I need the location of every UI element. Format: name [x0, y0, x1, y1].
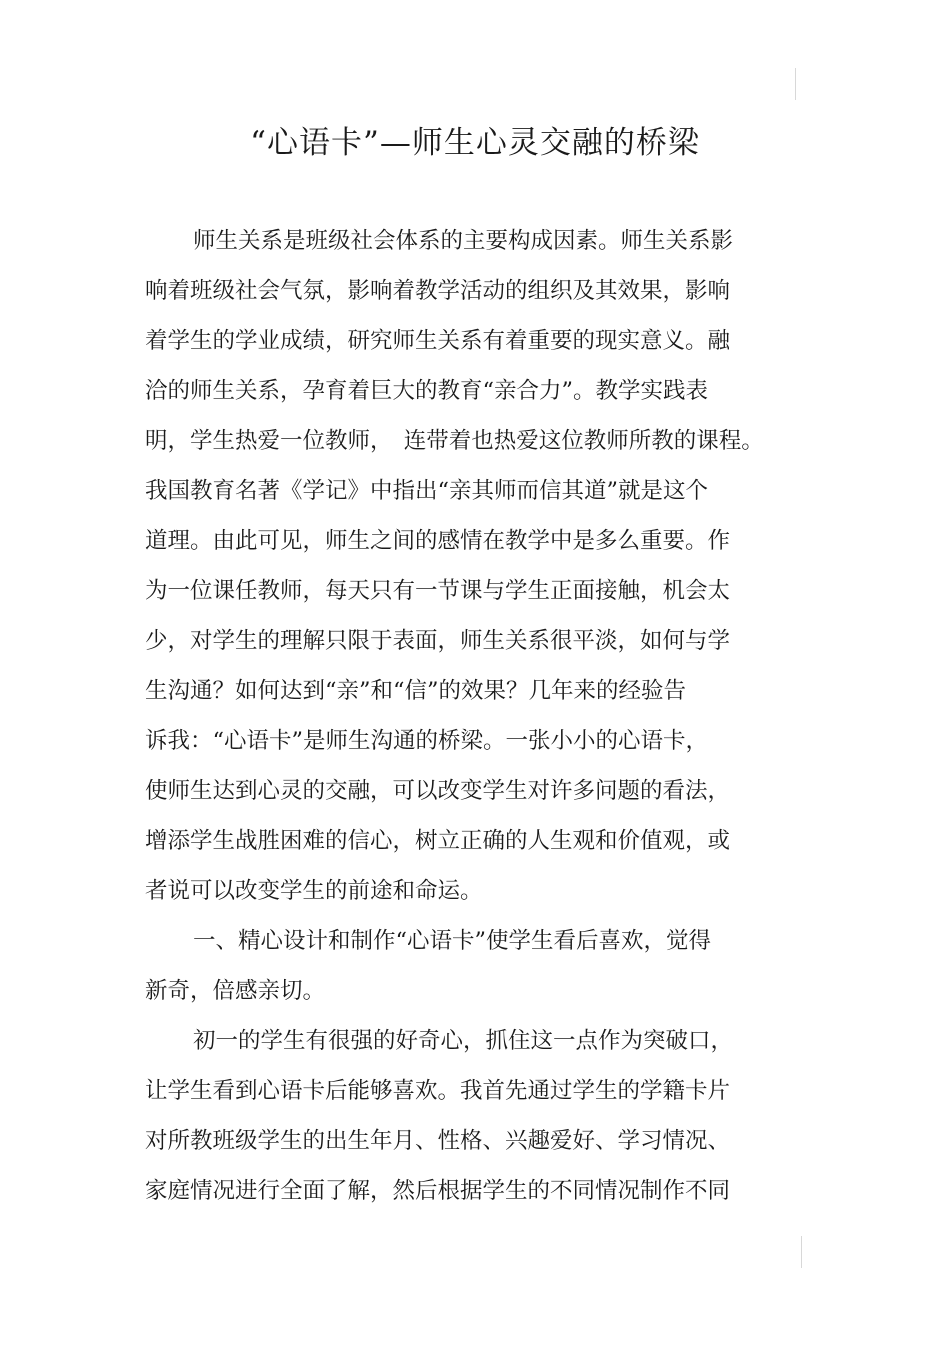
- text-line-15: 一、精心设计和制作“心语卡”使学生看后喜欢，觉得: [193, 928, 712, 954]
- text-line-4: 洽的师生关系，孕育着巨大的教育“亲合力”。教学实践表: [145, 378, 709, 404]
- text-line-7: 道理。由此可见，师生之间的感情在教学中是多么重要。作: [145, 528, 731, 554]
- text-line-20: 家庭情况进行全面了解，然后根据学生的不同情况制作不同: [145, 1178, 731, 1204]
- text-line-13: 增添学生战胜困难的信心，树立正确的人生观和价值观，或: [145, 828, 731, 854]
- text-line-8: 为一位课任教师，每天只有一节课与学生正面接触，机会太: [145, 578, 731, 604]
- document-title: “心语卡”—师生心灵交融的桥梁: [250, 125, 700, 161]
- text-line-14: 者说可以改变学生的前途和命运。: [145, 878, 483, 904]
- page-edge-mark-top: [795, 68, 796, 100]
- text-line-11: 诉我：“心语卡”是师生沟通的桥梁。一张小小的心语卡，: [145, 728, 709, 754]
- text-line-19: 对所教班级学生的出生年月、性格、兴趣爱好、学习情况、: [145, 1128, 731, 1154]
- text-line-5: 明，学生热爱一位教师， 连带着也热爱这位教师所教的课程。: [145, 428, 764, 454]
- text-line-12: 使师生达到心灵的交融，可以改变学生对许多问题的看法，: [145, 778, 731, 804]
- text-line-16: 新奇，倍感亲切。: [145, 978, 326, 1004]
- text-line-18: 让学生看到心语卡后能够喜欢。我首先通过学生的学籍卡片: [145, 1078, 731, 1104]
- text-line-6: 我国教育名著《学记》中指出“亲其师而信其道”就是这个: [145, 478, 709, 504]
- text-line-9: 少，对学生的理解只限于表面，师生关系很平淡，如何与学: [145, 628, 731, 654]
- text-line-3: 着学生的学业成绩，研究师生关系有着重要的现实意义。融: [145, 328, 731, 354]
- text-line-10: 生沟通？如何达到“亲”和“信”的效果？几年来的经验告: [145, 678, 687, 704]
- text-line-2: 响着班级社会气氛，影响着教学活动的组织及其效果，影响: [145, 278, 731, 304]
- text-line-17: 初一的学生有很强的好奇心，抓住这一点作为突破口，: [193, 1028, 734, 1054]
- document-body: [145, 216, 785, 1216]
- text-line-1: 师生关系是班级社会体系的主要构成因素。师生关系影: [193, 228, 734, 254]
- page-edge-mark-bottom: [801, 1236, 802, 1268]
